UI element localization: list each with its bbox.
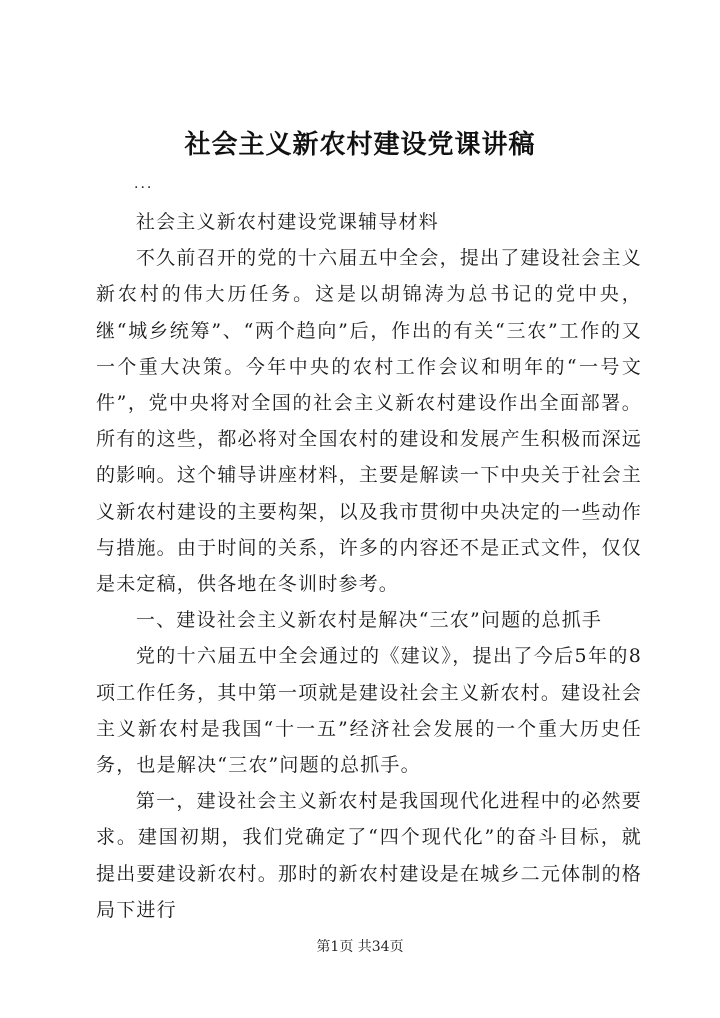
- body-paragraph: 第一，建设社会主义新农村是我国现代化进程中的必然要求。建国初期，我们党确定了“四个现代化”的奋斗目标，就提出要建设新农村。那时的新农村建设是在城乡二元体制的格局下进行: [96, 790, 642, 921]
- page-footer: 第1页 共34页: [316, 939, 404, 955]
- document-body: [96, 204, 642, 928]
- document-title: 社会主义新农村建设党课讲稿: [184, 130, 536, 160]
- body-paragraph: 不久前召开的党的十六届五中全会，提出了建设社会主义新农村的伟大历任务。这是以胡锦涛为总书记的党中央，继“城乡统筹”、“两个趋向”后，作出的有关“三农”工作的又一个重大决策。今年中央的农村工作会议和明年的“一号文件”，党中央将对全国的社会主义新农村建设作出全面部署。所有的这些，都必将对全国农村的建设和发展产生积极而深远的影响。这个辅导讲座材料，主要是解读一下中央关于社会主义新农村建设的主要构架，以及我市贯彻中央决定的一些动作与措施。由于时间的关系，许多的内容还不是正式文件，仅仅是未定稿，供各地在冬训时参考。: [96, 247, 642, 596]
- subtitle-paragraph: 社会主义新农村建设党课辅导材料: [135, 211, 439, 233]
- body-paragraph: 党的十六届五中全会通过的《建议》，提出了今后5年的8项工作任务，其中第一项就是建设社会主义新农村。建设社会主义新农村是我国“十一五”经济社会发展的一个重大历史任务，也是解决“三农”问题的总抓手。: [96, 645, 642, 777]
- ellipsis-mark: ...: [134, 176, 154, 192]
- section-heading: 一、建设社会主义新农村是解决“三农”问题的总抓手: [135, 609, 603, 632]
